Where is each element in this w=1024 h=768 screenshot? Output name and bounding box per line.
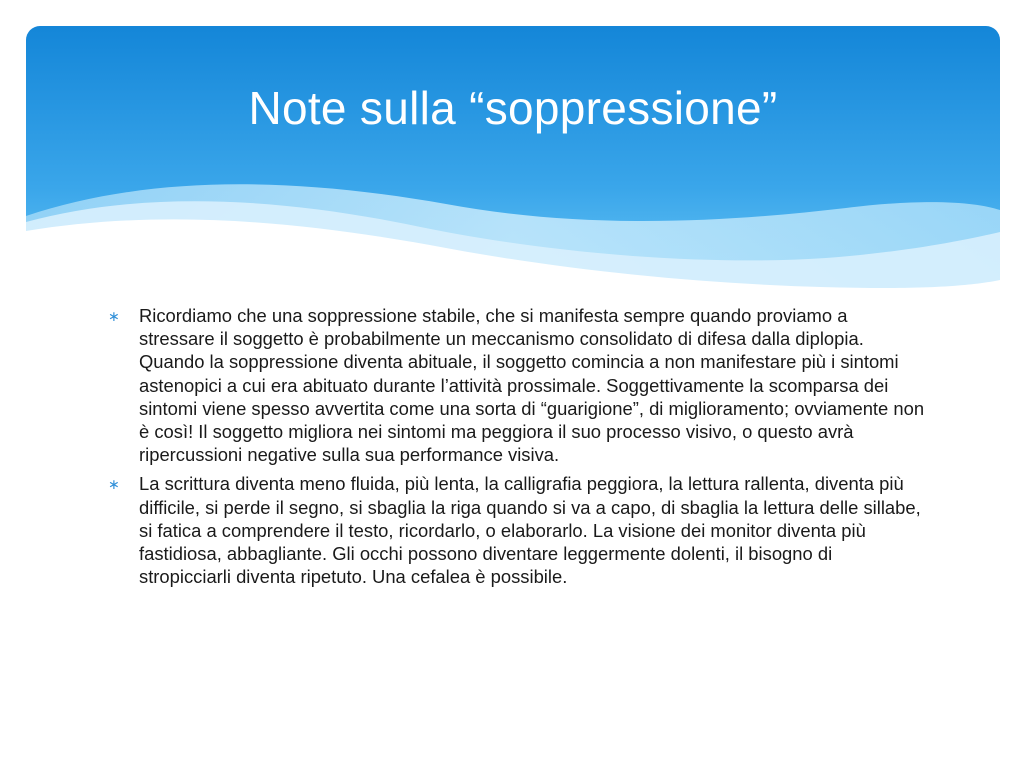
header-wave-graphic — [26, 26, 1000, 296]
bullet-item — [104, 472, 926, 588]
bullet-text: Ricordiamo che una soppressione stabile, che si manifesta sempre quando proviamo a stressare il soggetto è probabilmente un meccanismo consolidato di difesa dalla diplopia. Quando la soppressione diventa abituale, il soggetto comincia a non manifestare più i sintomi astenopici a cui era abituato durante l’attività prossimale. Soggettivamente la scomparsa dei sintomi viene spesso avvertita come una sorta di “guarigione”, di miglioramento; ovviamente non è così! Il soggetto migliora nei sintomi ma peggiora il suo processo visivo, o questo avrà ripercussioni negative sulla sua performance visiva. — [139, 305, 925, 466]
header-band — [26, 26, 1000, 296]
bullet-asterisk-icon: ∗ — [108, 476, 120, 493]
slide-content — [104, 304, 926, 594]
bullet-item — [104, 304, 926, 466]
slide-title: Note sulla “soppressione” — [248, 82, 778, 134]
bullet-list — [104, 304, 926, 588]
bullet-asterisk-icon: ∗ — [108, 308, 120, 324]
bullet-text: La scrittura diventa meno fluida, più lenta, la calligrafia peggiora, la lettura rallenta, diventa più difficile, si perde il segno, si sbaglia la riga quando si va a capo, di sbaglia la lettura delle sillabe, si fatica a comprendere il testo, ricordarlo, o elaborarlo. La visione dei monitor diventa più fastidiosa, abbagliante. Gli occhi possono diventare leggermente dolenti, il bisogno di stropicciarli diventa ripetuto. Una cefalea è possibile. — [139, 473, 921, 588]
